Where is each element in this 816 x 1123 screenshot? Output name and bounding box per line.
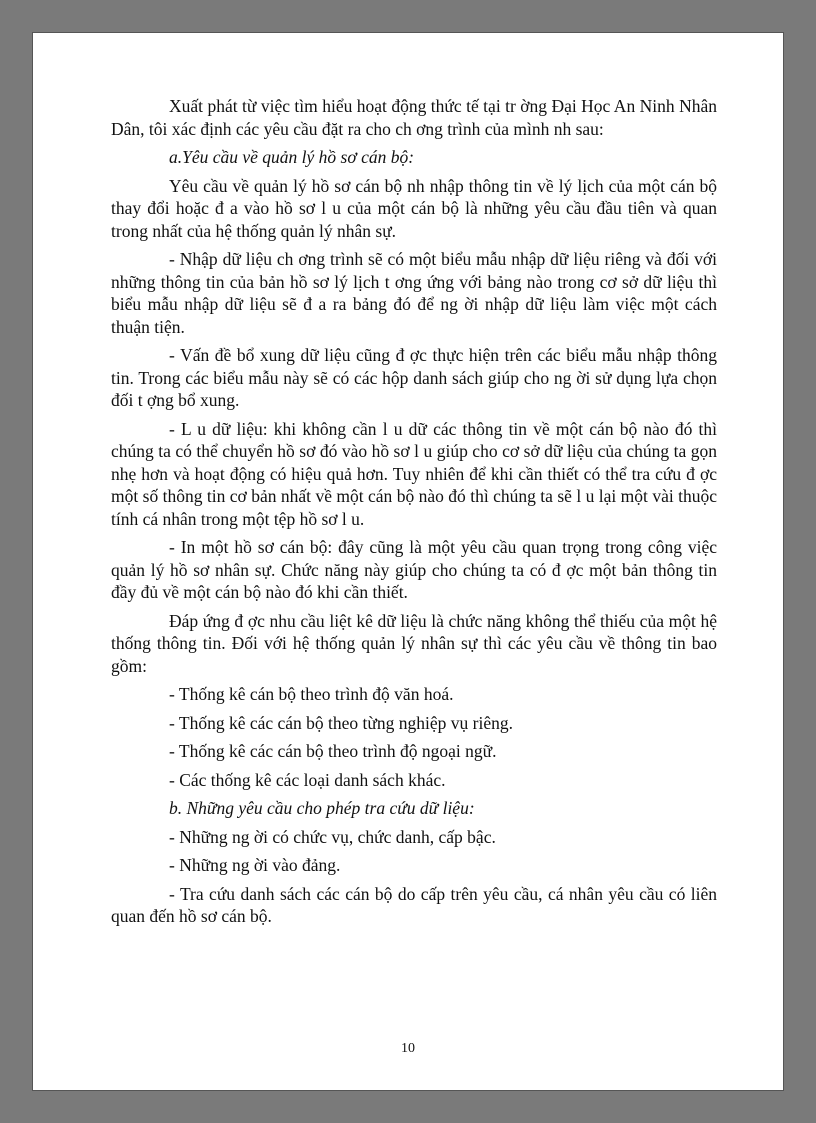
body-paragraph: - Vấn đề bổ xung dữ liệu cũng đ ợc thực hiện trên các biểu mẫu nhập thông tin. Trong các biểu mẫu này sẽ có các hộp danh sách giúp cho ng ời sử dụng lựa chọn đối t ợng bổ xung. [111, 345, 717, 410]
section-heading-a: a.Yêu cầu về quản lý hồ sơ cán bộ: [169, 147, 415, 167]
body-paragraph: - Tra cứu danh sách các cán bộ do cấp trên yêu cầu, cá nhân yêu cầu có liên quan đến hồ sơ cán bộ. [111, 883, 717, 926]
body-paragraph: - L u dữ liệu: khi không cần l u dữ các thông tin về một cán bộ nào đó thì chúng ta có thể chuyển hồ sơ đó vào hồ sơ l u giúp cho cơ sở dữ liệu của chúng ta gọn nhẹ hơn và hoạt động có hiệu quả hơn. Tuy nhiên để khi cần thiết có thể tra cứu đ ợc một số thông tin cơ bản nhất về một cán bộ nào đó thì chúng ta sẽ l u lại một vài thuộc tính cá nhân trong một tệp hồ sơ l u. [111, 418, 717, 529]
list-item: - Những ng ời vào đảng. [169, 855, 341, 875]
page-number: 10 [401, 1041, 415, 1056]
body-paragraph: Đáp ứng đ ợc nhu cầu liệt kê dữ liệu là chức năng không thể thiếu của một hệ thống thông tin. Đối với hệ thống quản lý nhân sự thì các yêu cầu về thông tin bao gồm: [111, 610, 717, 676]
list-item: - Thống kê các cán bộ theo trình độ ngoại ngữ. [169, 741, 497, 761]
body-paragraph: - Nhập dữ liệu ch ơng trình sẽ có một biểu mẫu nhập dữ liệu riêng và đối với những thông tin của bản hồ sơ lý lịch t ơng ứng với bảng nào trong cơ sở dữ liệu thì biểu mẫu nhập dữ liệu sẽ đ a ra bảng đó để ng ời nhập dữ liệu làm việc một cách thuận tiện. [111, 249, 717, 337]
section-heading-b: b. Những yêu cầu cho phép tra cứu dữ liệu: [169, 798, 475, 818]
page-content [111, 95, 717, 934]
body-paragraph: - In một hồ sơ cán bộ: đây cũng là một yêu cầu quan trọng trong công việc quản lý hồ sơ nhân sự. Chức năng này giúp cho chúng ta có đ ợc một bản thông tin đầy đủ về một cán bộ nào đó khi cần thiết. [111, 537, 717, 602]
list-item: - Các thống kê các loại danh sách khác. [169, 769, 446, 790]
list-item: - Những ng ời có chức vụ, chức danh, cấp bậc. [169, 826, 496, 847]
document-page [32, 32, 784, 1091]
intro-paragraph: Xuất phát từ việc tìm hiểu hoạt động thức tế tại tr ờng Đại Học An Ninh Nhân Dân, tôi xác định các yêu cầu đặt ra cho ch ơng trình của mình nh sau: [111, 96, 717, 139]
body-paragraph: Yêu cầu về quản lý hồ sơ cán bộ nh nhập thông tin về lý lịch của một cán bộ thay đổi hoặc đ a vào hồ sơ l u của một cán bộ là những yêu cầu đầu tiên và quan trong nhất của hệ thống quản lý nhân sự. [111, 175, 717, 241]
list-item: - Thống kê các cán bộ theo từng nghiệp vụ riêng. [169, 712, 513, 733]
list-item: - Thống kê cán bộ theo trình độ văn hoá. [169, 684, 454, 704]
